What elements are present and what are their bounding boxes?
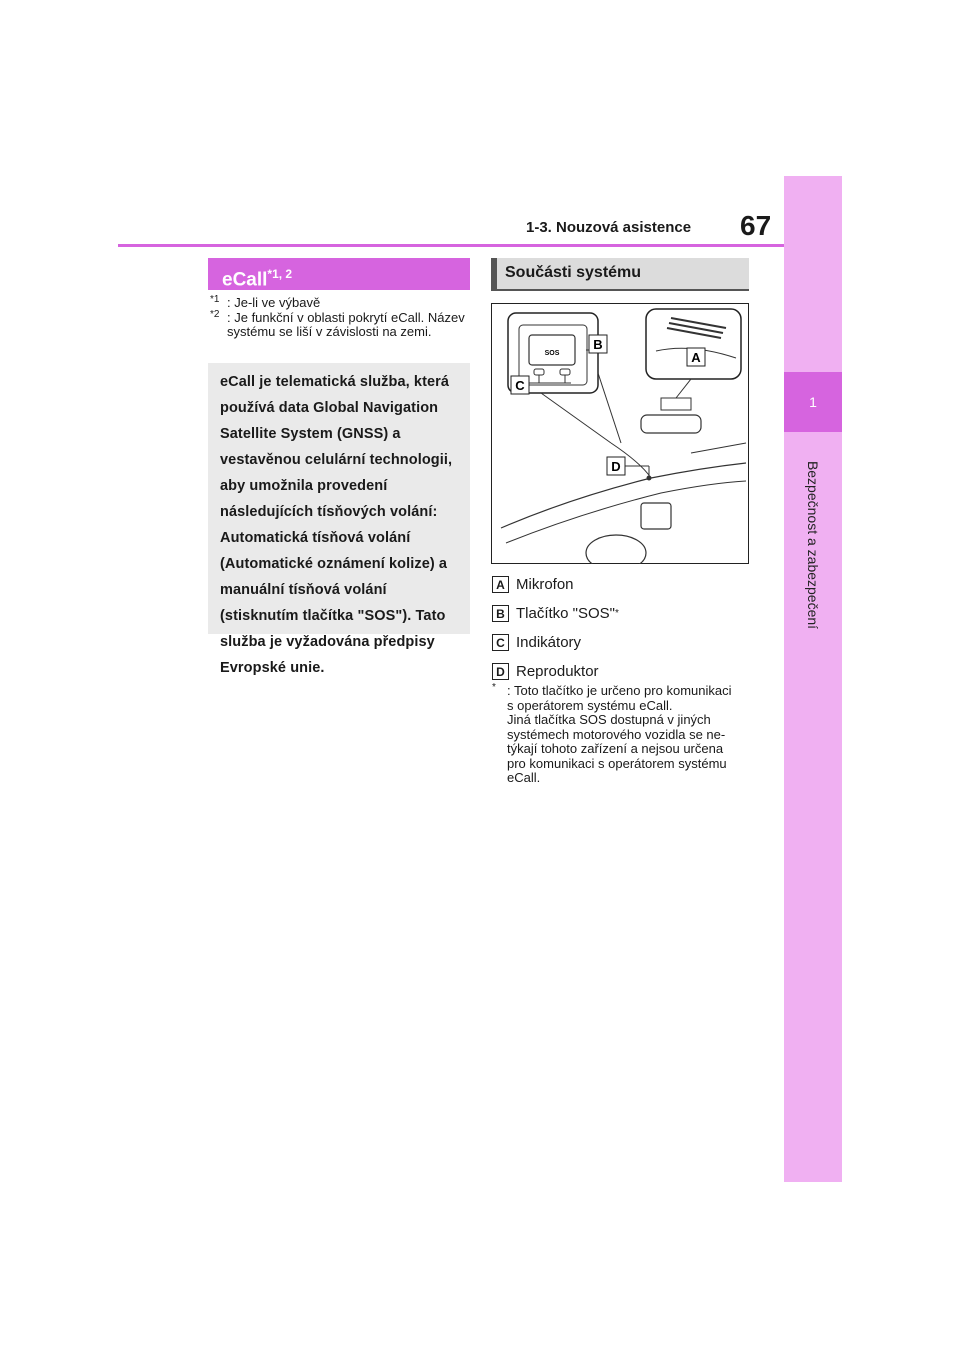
ecall-description-box (208, 363, 470, 676)
components-heading-rule (491, 289, 749, 291)
components-heading-text: Součásti systému (505, 264, 642, 281)
chapter-side-tab (784, 176, 842, 1182)
callout-c (511, 376, 529, 394)
callout-d (607, 457, 625, 475)
note-mark: *1 (210, 294, 220, 305)
components-footnote (492, 684, 754, 786)
header-rule (118, 244, 784, 247)
chapter-number: 1 (809, 394, 817, 410)
legend-key: D (492, 663, 509, 680)
legend-item (492, 570, 750, 599)
note-item (210, 296, 470, 310)
footnote-text: : Toto tlačítko je určeno pro komunikaci s operátorem systému eCall. Jiná tlačítka SOS dostupná v jiných systémech motorového vozidla se ne- týkají tohoto zařízení a nejsou určena pro komunikaci s operátorem systému eCall. (507, 683, 732, 785)
callout-a (687, 348, 705, 366)
legend-item (492, 657, 750, 686)
ecall-heading (208, 258, 470, 290)
components-heading (491, 258, 749, 289)
svg-text:D: D (611, 459, 621, 474)
svg-text:B: B (593, 337, 603, 352)
legend-label-superscript: * (615, 608, 619, 619)
legend-item (492, 599, 750, 628)
components-illustration (491, 303, 749, 564)
ecall-description: eCall je telematická služba, která používá data Global Navigation Satellite System (GNSS) a vestavěnou celulární technologii, aby umožnila provedení následujících tísňových volání: Automatická tísňová volání (Automatické oznámení kolize) a manuální tísňová volání (stisknutím tlačítka "SOS"). Tato služba je vyžadována předpisy Evropské unie. (220, 374, 453, 676)
svg-text:A: A (691, 350, 701, 365)
sos-button-label: SOS (544, 350, 560, 357)
ecall-heading-text: eCall (222, 269, 268, 291)
svg-text:C: C (515, 378, 525, 393)
footnote-mark: * (492, 682, 496, 693)
legend-label: Indikátory (516, 634, 582, 651)
section-title: 1-3. Nouzová asistence (526, 219, 692, 236)
ecall-heading-superscript: *1, 2 (267, 267, 293, 281)
components-legend (492, 570, 750, 686)
legend-label: Mikrofon (516, 576, 574, 593)
legend-key: A (492, 576, 509, 593)
chapter-number-tab[interactable] (784, 372, 842, 432)
inset-microphone-frame (646, 309, 741, 379)
legend-label: Reproduktor (516, 663, 599, 680)
legend-label: Tlačítko "SOS" (516, 605, 616, 622)
callout-b (589, 335, 607, 353)
note-text: : Je funkční v oblasti pokrytí eCall. Název systému se liší v závislosti na zemi. (227, 310, 465, 339)
legend-key: C (492, 634, 509, 651)
note-text: : Je-li ve výbavě (227, 295, 321, 310)
note-item (210, 311, 470, 339)
legend-item (492, 628, 750, 657)
ecall-notes (210, 296, 470, 340)
note-mark: *2 (210, 309, 220, 320)
legend-key: B (492, 605, 509, 622)
page-number: 67 (740, 210, 772, 241)
chapter-title-vertical: Bezpečnost a zabezpečení (805, 460, 821, 630)
